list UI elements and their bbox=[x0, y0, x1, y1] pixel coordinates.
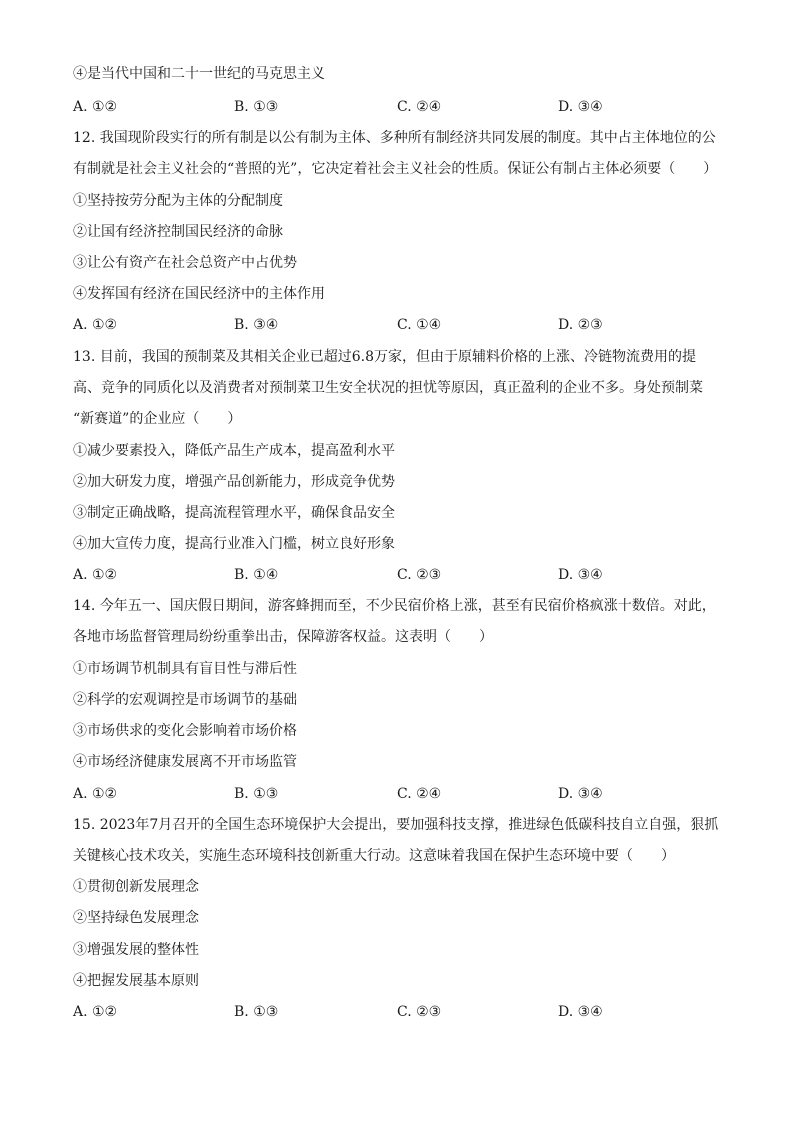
q15-options bbox=[73, 1002, 723, 1022]
q11-option-b: B. ①③ bbox=[234, 99, 279, 115]
q15-item-3: ③增强发展的整体性 bbox=[73, 942, 199, 958]
q12-option-d: D. ②③ bbox=[558, 317, 603, 333]
q11-option-d: D. ③④ bbox=[558, 99, 603, 115]
q12-options bbox=[73, 315, 723, 335]
q14-item-1: ①市场调节机制具有盲目性与滞后性 bbox=[73, 661, 297, 677]
q15-option-a: A. ①② bbox=[73, 1004, 118, 1020]
q12-option-a: A. ①② bbox=[73, 317, 118, 333]
q14-stem-line-2: 各地市场监督管理局纷纷重拳出击，保障游客权益。这表明（ ） bbox=[73, 629, 493, 645]
q12-item-3: ③让公有资产在社会总资产中占优势 bbox=[73, 255, 297, 271]
q13-item-1: ①减少要素投入，降低产品生产成本，提高盈利水平 bbox=[73, 443, 395, 459]
q15-stem-line-1: 15. 2023年7月召开的全国生态环境保护大会提出，要加强科技支撑，推进绿色低碳科技自立自强，狠抓 bbox=[73, 817, 719, 833]
q14-options bbox=[73, 784, 723, 804]
q15-item-4: ④把握发展基本原则 bbox=[73, 973, 199, 989]
q11-options bbox=[73, 97, 723, 117]
q14-option-b: B. ①③ bbox=[234, 786, 279, 802]
q14-item-3: ③市场供求的变化会影响着市场价格 bbox=[73, 723, 297, 739]
q14-stem-line-1: 14. 今年五一、国庆假日期间，游客蜂拥而至，不少民宿价格上涨，甚至有民宿价格疯涨十数倍。对此， bbox=[73, 598, 716, 614]
q12-option-b: B. ③④ bbox=[234, 317, 279, 333]
q12-option-c: C. ①④ bbox=[397, 317, 442, 333]
q15-option-b: B. ①③ bbox=[234, 1004, 279, 1020]
q12-item-2: ②让国有经济控制国民经济的命脉 bbox=[73, 224, 283, 240]
q15-stem-line-2: 关键核心技术攻关，实施生态环境科技创新重大行动。这意味着我国在保护生态环境中要（ ） bbox=[73, 848, 675, 864]
q12-item-4: ④发挥国有经济在国民经济中的主体作用 bbox=[73, 286, 325, 302]
q12-item-1: ①坚持按劳分配为主体的分配制度 bbox=[73, 193, 283, 209]
q13-option-d: D. ③④ bbox=[558, 567, 603, 583]
q13-stem-line-1: 13. 目前，我国的预制菜及其相关企业已超过6.8万家，但由于原辅料价格的上涨、冷链物流费用的提 bbox=[73, 349, 696, 365]
q13-item-4: ④加大宣传力度，提高行业准入门槛，树立良好形象 bbox=[73, 536, 395, 552]
q13-options bbox=[73, 565, 723, 585]
q13-stem-line-3: “新赛道”的企业应（ ） bbox=[73, 411, 242, 427]
q11-option-c: C. ②④ bbox=[397, 99, 442, 115]
q14-item-4: ④市场经济健康发展离不开市场监管 bbox=[73, 754, 297, 770]
q14-item-2: ②科学的宏观调控是市场调节的基础 bbox=[73, 692, 297, 708]
q13-option-a: A. ①② bbox=[73, 567, 118, 583]
q11-item-4: ④是当代中国和二十一世纪的马克思主义 bbox=[73, 66, 325, 82]
q13-option-c: C. ②③ bbox=[397, 567, 442, 583]
q15-item-1: ①贯彻创新发展理念 bbox=[73, 879, 199, 895]
q13-item-2: ②加大研发力度，增强产品创新能力，形成竞争优势 bbox=[73, 474, 395, 490]
q14-option-d: D. ③④ bbox=[558, 786, 603, 802]
q15-item-2: ②坚持绿色发展理念 bbox=[73, 910, 199, 926]
q12-stem-line-1: 12. 我国现阶段实行的所有制是以公有制为主体、多种所有制经济共同发展的制度。其中占主体地位的公 bbox=[73, 130, 716, 146]
q14-option-a: A. ①② bbox=[73, 786, 118, 802]
q13-item-3: ③制定正确战略，提高流程管理水平，确保食品安全 bbox=[73, 505, 395, 521]
q11-option-a: A. ①② bbox=[73, 99, 118, 115]
q12-stem-line-2: 有制就是社会主义社会的“普照的光”，它决定着社会主义社会的性质。保证公有制占主体必须要（ ） bbox=[73, 161, 718, 177]
q14-option-c: C. ②④ bbox=[397, 786, 442, 802]
q13-stem-line-2: 高、竞争的同质化以及消费者对预制菜卫生安全状况的担忧等原因，真正盈利的企业不多。身处预制菜 bbox=[73, 380, 703, 396]
q15-option-d: D. ③④ bbox=[558, 1004, 603, 1020]
q13-option-b: B. ①④ bbox=[234, 567, 279, 583]
q15-option-c: C. ②③ bbox=[397, 1004, 442, 1020]
